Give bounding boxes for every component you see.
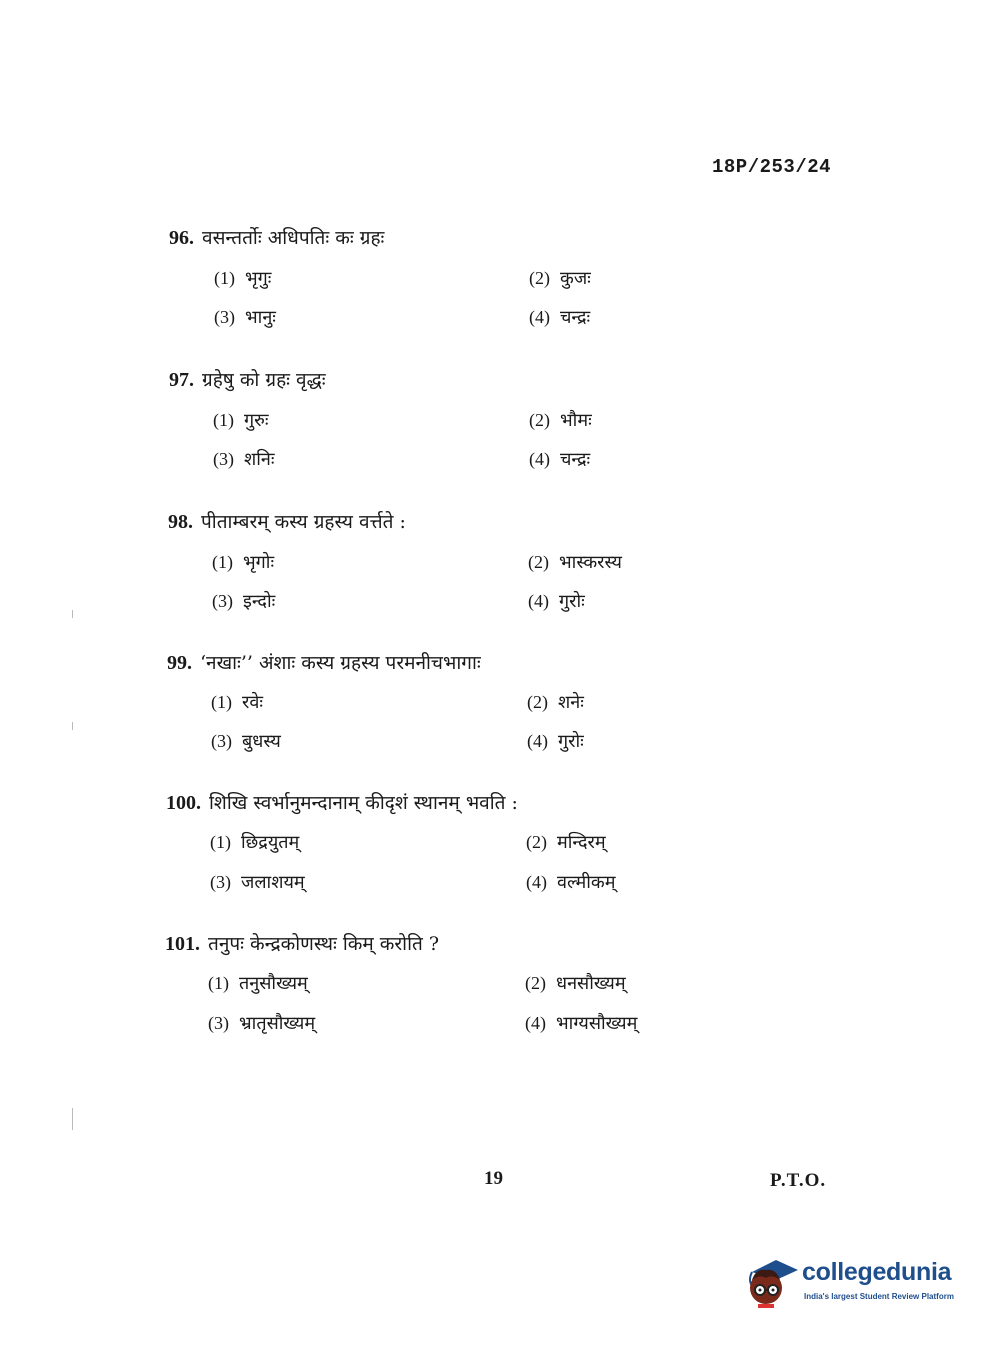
question-number: 101. bbox=[165, 933, 200, 955]
option-1[interactable]: (1) छिद्रयुतम् bbox=[210, 832, 300, 853]
option-2[interactable]: (2) शनेः bbox=[527, 692, 584, 713]
question-text: वसन्तर्तोः अधिपतिः कः ग्रहः bbox=[202, 227, 385, 249]
mascot-icon bbox=[742, 1250, 798, 1310]
option-3[interactable]: (3) इन्दोः bbox=[212, 591, 276, 612]
question-text: ग्रहेषु को ग्रहः वृद्धः bbox=[202, 369, 326, 391]
option-4[interactable]: (4) वल्मीकम् bbox=[526, 872, 616, 893]
option-3[interactable]: (3) जलाशयम् bbox=[210, 872, 305, 893]
question-stem bbox=[166, 789, 518, 815]
question-number: 100. bbox=[166, 792, 201, 814]
option-3[interactable]: (3) बुधस्य bbox=[211, 731, 281, 752]
option-3[interactable]: (3) शनिः bbox=[213, 449, 275, 470]
page-number: 19 bbox=[484, 1168, 503, 1189]
brand-name: collegedunia bbox=[802, 1258, 952, 1286]
question-number: 96. bbox=[169, 227, 194, 249]
option-4[interactable]: (4) गुरोः bbox=[527, 731, 584, 752]
option-3[interactable]: (3) भानुः bbox=[214, 307, 276, 328]
question-stem bbox=[167, 649, 481, 675]
question-number: 98. bbox=[168, 511, 193, 533]
question-number: 97. bbox=[169, 369, 194, 391]
brand-tagline: India's largest Student Review Platform bbox=[804, 1292, 954, 1301]
question-stem bbox=[165, 930, 439, 956]
option-1[interactable]: (1) भृगुः bbox=[214, 268, 272, 289]
option-1[interactable]: (1) तनुसौख्यम् bbox=[208, 973, 308, 994]
option-1[interactable]: (1) रवेः bbox=[211, 692, 264, 713]
option-4[interactable]: (4) चन्द्रः bbox=[529, 307, 591, 328]
option-2[interactable]: (2) कुजः bbox=[529, 268, 591, 289]
margin-mark bbox=[72, 610, 73, 618]
option-2[interactable]: (2) मन्दिरम् bbox=[526, 832, 606, 853]
question-stem bbox=[169, 224, 384, 250]
option-1[interactable]: (1) गुरुः bbox=[213, 410, 269, 431]
option-4[interactable]: (4) गुरोः bbox=[528, 591, 585, 612]
option-3[interactable]: (3) भ्रातृसौख्यम् bbox=[208, 1013, 316, 1034]
question-text: शिखि स्वर्भानुमन्दानाम् कीदृशं स्थानम् भवति : bbox=[209, 792, 518, 814]
question-text: पीताम्बरम् कस्य ग्रहस्य वर्त्तते : bbox=[201, 511, 406, 533]
question-stem bbox=[168, 508, 406, 534]
margin-mark bbox=[72, 722, 73, 730]
paper-code: 18P/253/24 bbox=[712, 156, 832, 178]
pto-label: P.T.O. bbox=[770, 1170, 827, 1191]
option-4[interactable]: (4) भाग्यसौख्यम् bbox=[525, 1013, 638, 1034]
option-2[interactable]: (2) धनसौख्यम् bbox=[525, 973, 626, 994]
margin-mark bbox=[72, 1108, 73, 1130]
option-2[interactable]: (2) भास्करस्य bbox=[528, 552, 622, 573]
question-number: 99. bbox=[167, 652, 192, 674]
question-text: ‘नखाः’’ अंशाः कस्य ग्रहस्य परमनीचभागाः bbox=[200, 652, 481, 674]
option-1[interactable]: (1) भृगोः bbox=[212, 552, 275, 573]
question-stem bbox=[169, 366, 326, 392]
question-text: तनुपः केन्द्रकोणस्थः किम् करोति ? bbox=[208, 933, 440, 955]
option-4[interactable]: (4) चन्द्रः bbox=[529, 449, 591, 470]
collegedunia-watermark bbox=[742, 1250, 972, 1312]
option-2[interactable]: (2) भौमः bbox=[529, 410, 592, 431]
